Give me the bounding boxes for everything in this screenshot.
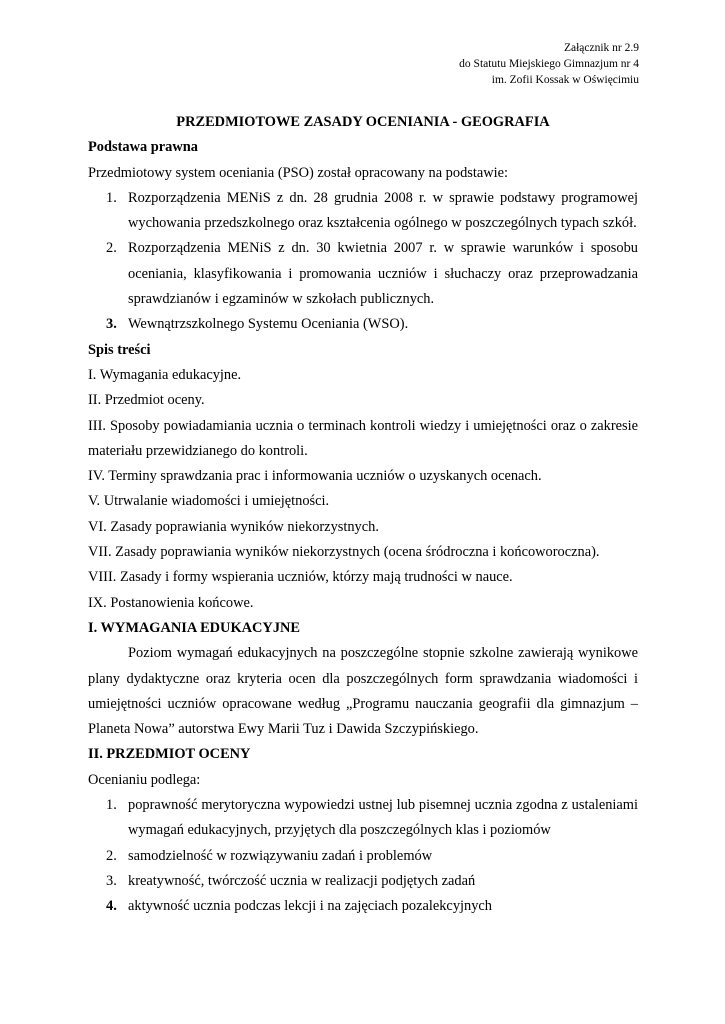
toc-item: VI. Zasady poprawiania wyników niekorzystnych.	[88, 518, 379, 535]
list-item-number: 3.	[106, 872, 117, 889]
list-item	[88, 236, 638, 312]
list-item-text: poprawność merytoryczna wypowiedzi ustnej lub pisemnej ucznia zgodna z ustaleniami wymagań edukacyjnych, przyjętych dla poszczególnych klas i poziomów	[128, 797, 638, 839]
toc-item: VIII. Zasady i formy wspierania uczniów, którzy mają trudności w nauce.	[88, 569, 513, 586]
toc-item: V. Utrwalanie wiadomości i umiejętności.	[88, 493, 330, 510]
list-item-number: 1.	[106, 797, 117, 814]
list-item	[88, 186, 638, 237]
list-item-text: Rozporządzenia MENiS z dn. 28 grudnia 2008 r. w sprawie podstawy programowej wychowania przedszkolnego oraz kształcenia ogólnego w poszczególnych typach szkół.	[128, 189, 638, 232]
list-item	[88, 793, 638, 844]
list-item	[88, 894, 638, 919]
section-2-heading: II. PRZEDMIOT OCENY	[88, 746, 251, 763]
toc-item: III. Sposoby powiadamiania ucznia o terminach kontroli wiedzy i umiejętności oraz o zakresie materiału przewidzianego do kontroli.	[88, 417, 638, 459]
list-item-text: Wewnątrzszkolnego Systemu Oceniania (WSO).	[128, 316, 409, 333]
toc-item: IV. Terminy sprawdzania prac i informowania uczniów o uzyskanych ocenach.	[88, 468, 542, 485]
list-item-text: kreatywność, twórczość ucznia w realizacji podjętych zadań	[128, 872, 476, 889]
section-1-heading: I. WYMAGANIA EDUKACYJNE	[88, 619, 301, 636]
list-item-number: 4.	[106, 898, 117, 915]
list-item-text: aktywność ucznia podczas lekcji i na zajęciach pozalekcyjnych	[128, 898, 492, 915]
assessment-criteria-list	[88, 793, 638, 919]
list-item-number: 3.	[106, 316, 117, 333]
toc-heading: Spis treści	[88, 341, 151, 358]
list-item-number: 1.	[106, 189, 117, 206]
section-2-intro: Ocenianiu podlega:	[88, 771, 201, 788]
toc-item: I. Wymagania edukacyjne.	[88, 366, 242, 383]
legal-basis-list	[88, 186, 638, 338]
list-item	[88, 312, 638, 337]
header-line-2: do Statutu Miejskiego Gimnazjum nr 4	[459, 58, 639, 70]
list-item	[88, 869, 638, 894]
legal-basis-heading: Podstawa prawna	[88, 139, 198, 156]
list-item-text: Rozporządzenia MENiS z dn. 30 kwietnia 2007 r. w sprawie warunków i sposobu oceniania, klasyfikowania i promowania uczniów i słuchaczy oraz przeprowadzania sprawdzianów i egzaminów w szkołach publicznych.	[128, 240, 638, 308]
list-item-text: samodzielność w rozwiązywaniu zadań i problemów	[128, 847, 433, 864]
section-1-body: Poziom wymagań edukacyjnych na poszczególne stopnie szkolne zawierają wynikowe plany dydaktyczne oraz kryteria ocen dla poszczególnych form sprawdzania wiadomości i umiejętności uczniów opracowane według „Programu nauczania geografii dla gimnazjum – Planeta Nowa” autorstwa Ewy Marii Tuz i Dawida Szczypińskiego.	[88, 645, 638, 738]
toc-item: VII. Zasady poprawiania wyników niekorzystnych (ocena śródroczna i końcoworoczna).	[88, 544, 600, 561]
toc-item: IX. Postanowienia końcowe.	[88, 594, 254, 611]
document-body	[88, 110, 638, 920]
header-line-3: im. Zofii Kossak w Oświęcimiu	[491, 74, 639, 86]
legal-basis-intro: Przedmiotowy system oceniania (PSO) został opracowany na podstawie:	[88, 164, 509, 181]
list-item	[88, 844, 638, 869]
list-item-number: 2.	[106, 847, 117, 864]
header-line-1: Załącznik nr 2.9	[563, 42, 639, 54]
toc-item: II. Przedmiot oceny.	[88, 392, 205, 409]
list-item-number: 2.	[106, 240, 117, 257]
document-title: PRZEDMIOTOWE ZASADY OCENIANIA - GEOGRAFIA	[176, 114, 550, 130]
attachment-header	[459, 40, 639, 88]
